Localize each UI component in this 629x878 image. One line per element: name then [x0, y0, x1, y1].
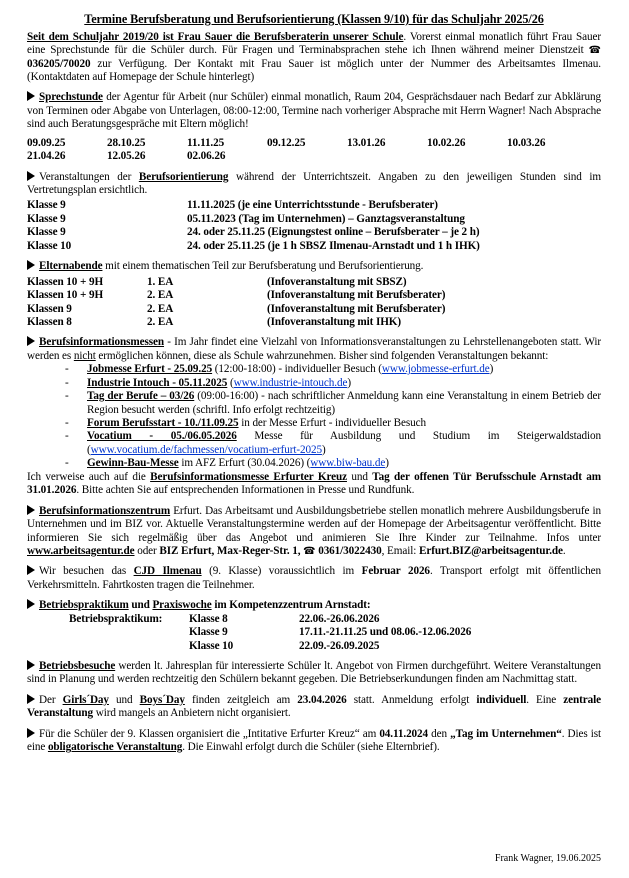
- sprechstunde-heading: Sprechstunde: [39, 91, 103, 104]
- gd-text-2: statt. Anmeldung erfolgt: [346, 693, 477, 706]
- date-item: 12.05.26: [107, 150, 146, 163]
- row-info: 24. oder 25.11.25 (Eignungstest online – Berufsberater – je 2 h): [187, 226, 480, 239]
- table-row: [27, 303, 601, 316]
- date-item: 21.04.26: [27, 150, 66, 163]
- row-klasse: Klasse 9: [27, 199, 66, 212]
- table-row: [27, 276, 601, 289]
- row-ea: 2. EA: [147, 289, 174, 302]
- item-link[interactable]: www.industrie-intouch.de: [233, 376, 348, 389]
- praktikum-und: und: [128, 599, 153, 612]
- elternabende-section: [27, 260, 601, 329]
- item-end: ): [489, 363, 494, 376]
- table-row: [27, 289, 601, 302]
- girlsday-section: [27, 694, 601, 721]
- elternabende-heading: Elternabende: [39, 260, 103, 273]
- tag-im-unternehmen-section: [27, 728, 601, 755]
- cjd-text-3: . Transport erfolgt mit öffentlichen Verkehrsmitteln. Fahrtkosten tragen die Teilnehmer.: [27, 565, 601, 591]
- list-item: [65, 377, 601, 390]
- messen-tail: [27, 471, 601, 498]
- tail-messe: Berufsinformationsmesse Erfurter Kreuz: [150, 470, 347, 483]
- cjd-text-2: (9. Klasse) voraussichtlich im: [201, 565, 362, 578]
- messen-section: [27, 336, 601, 497]
- page-title: Termine Berufsberatung und Berufsorientierung (Klassen 9/10) für das Schuljahr 2025/26: [84, 12, 544, 26]
- orientierung-table: [27, 199, 601, 253]
- messen-list: [27, 363, 601, 471]
- gd-und: und: [108, 693, 140, 706]
- biz-paragraph: [27, 505, 601, 559]
- gd-zentrale: zentrale Veranstaltung: [27, 693, 601, 720]
- row-info: (Infoveranstaltung mit Berufsberater): [267, 302, 446, 315]
- item-name: Forum Berufsstart - 10./11.09.25: [87, 417, 239, 430]
- item-rest: (12:00-18:00) - individueller Besuch (: [212, 363, 382, 376]
- tiu-paragraph: [27, 728, 601, 755]
- item-rest: Messe für Ausbildung und Studium im Steigerwaldstadion (: [87, 430, 601, 456]
- tiu-name: „Tag im Unternehmen“: [450, 727, 562, 740]
- praktikum-place: im Kompetenzzentrum Arnstadt:: [211, 599, 371, 612]
- item-name: Gewinn-Bau-Messe: [87, 457, 179, 470]
- messen-nicht: nicht: [73, 349, 96, 362]
- praxiswoche-head: Praxiswoche: [152, 599, 212, 612]
- messen-heading: Berufsinformationsmessen: [39, 336, 165, 349]
- biz-site-link[interactable]: www.arbeitsagentur.de: [27, 544, 135, 557]
- phone-number: 036205/70020: [27, 57, 91, 70]
- item-rest: (: [227, 376, 234, 389]
- gd-individuell: individuell: [476, 693, 527, 706]
- messen-paragraph: [27, 336, 601, 363]
- table-row: [27, 240, 601, 253]
- praktikum-heading: [27, 599, 601, 612]
- table-row: [27, 316, 601, 329]
- date-item: 09.09.25: [27, 136, 66, 149]
- date-item: 28.10.25: [107, 136, 146, 149]
- row-klasse: Klasse 9: [189, 626, 228, 639]
- orientierung-text: während der Unterrichtszeit. Angaben zu den jeweiligen Stunden sind im Vertretungsplan ersichtlich.: [27, 170, 601, 197]
- gd-pre: Der: [39, 693, 63, 706]
- item-link[interactable]: www.biw-bau.de: [310, 457, 386, 470]
- biz-email[interactable]: Erfurt.BIZ@arbeitsagentur.de: [418, 544, 563, 557]
- row-info: 11.11.2025 (je eine Unterrichtsstunde - Berufsberater): [187, 199, 438, 212]
- item-end: ): [385, 457, 389, 470]
- list-item: [65, 390, 601, 417]
- row-klasse: Klassen 8: [27, 315, 72, 328]
- row-info: 24. oder 25.11.25 (je 1 h SBSZ Ilmenau-Arnstadt und 1 h IHK): [187, 239, 480, 252]
- gd-text-3: . Eine: [526, 693, 564, 706]
- messen-text: - Im Jahr findet eine Vielzahl von Informationsveranstaltungen zu Lehrstellenangeboten statt. Wir werden es: [27, 336, 601, 362]
- besuche-text: werden lt. Jahresplan für interessierte Schüler lt. Angebot von Firmen durchgeführt. Weitere Veranstaltungen sind in Planung und werden rechtzeitig den Schülern bekannt gegeben. Die Betriebserkundungen finden am Nachmittag statt.: [27, 660, 601, 686]
- item-end: ): [321, 443, 326, 456]
- tail-text: Ich verweise auch auf die: [27, 470, 151, 483]
- date-item: 10.02.26: [427, 136, 466, 149]
- row-dates: 17.11.-21.11.25 und 08.06.-12.06.2026: [299, 626, 472, 639]
- row-ea: 1. EA: [147, 275, 174, 288]
- praktikum-table: [27, 613, 601, 653]
- boys-day: Boys´Day: [139, 693, 185, 706]
- row-info: (Infoveranstaltung mit IHK): [267, 315, 402, 328]
- row-klasse: Klasse 9: [27, 212, 66, 225]
- list-item: [65, 417, 601, 430]
- item-end: ): [347, 376, 351, 389]
- orientierung-heading: Berufsorientierung: [138, 170, 229, 183]
- phone-icon: ☎: [588, 45, 601, 57]
- row-klasse: Klasse 8: [189, 612, 228, 625]
- besuche-section: [27, 660, 601, 687]
- item-name: Tag der Berufe – 03/26: [87, 390, 195, 403]
- bullet-arrow-icon: [27, 565, 35, 575]
- row-klasse: Klasse 9: [27, 226, 66, 239]
- cjd-heading: CJD Ilmenau: [133, 565, 202, 578]
- row-ea: 2. EA: [147, 315, 174, 328]
- item-name: Jobmesse Erfurt - 25.09.25: [87, 363, 213, 376]
- orientierung-pre: Veranstaltungen der: [39, 170, 139, 183]
- row-dates: 22.09.-26.09.2025: [299, 639, 380, 652]
- biz-heading: Berufsinformationszentrum: [39, 504, 171, 517]
- table-row: [27, 213, 601, 226]
- bullet-arrow-icon: [27, 91, 35, 101]
- list-item: [65, 363, 601, 376]
- bullet-arrow-icon: [27, 660, 35, 670]
- tiu-date: 04.11.2024: [379, 727, 429, 740]
- bullet-arrow-icon: [27, 171, 35, 181]
- intro-lead: Seit dem Schuljahr 2019/20 ist Frau Sauer die Berufsberaterin unserer Schule: [27, 30, 404, 43]
- table-row: [27, 226, 601, 239]
- sprechstunde-text: der Agentur für Arbeit (nur Schüler) einmal monatlich, Raum 204, Gesprächsdauer nach Bedarf zur Abklärung von Terminen oder Abgabe von Unterlagen, 08:00-12:00, Termine nach vorheriger Absprache mit Herrn Wagner! Nach Absprache sind auch Beratungsgespräche mit Eltern möglich!: [27, 91, 601, 131]
- gd-text: finden zeitgleich am: [184, 693, 298, 706]
- bullet-arrow-icon: [27, 505, 35, 515]
- tiu-text: Für die Schüler der 9. Klassen organisiert die „Intitative Erfurter Kreuz“ am: [39, 727, 380, 740]
- cjd-month: Februar 2026: [361, 565, 430, 578]
- bullet-arrow-icon: [27, 728, 35, 738]
- intro-paragraph: [27, 31, 601, 85]
- cjd-paragraph: [27, 565, 601, 592]
- girlsday-paragraph: [27, 694, 601, 721]
- row-info: (Infoveranstaltung mit Berufsberater): [267, 289, 446, 302]
- item-name: Industrie Intouch - 05.11.2025: [87, 376, 228, 389]
- sprechstunde-dates: [27, 137, 601, 164]
- bullet-arrow-icon: [27, 260, 35, 270]
- row-klasse: Klassen 9: [27, 302, 72, 315]
- elternabende-table: [27, 276, 601, 330]
- date-item: 11.11.25: [187, 136, 225, 149]
- document-page: [27, 12, 601, 755]
- row-info: (Infoveranstaltung mit SBSZ): [267, 275, 407, 288]
- item-rest: im AFZ Erfurt (30.04.2026) (: [178, 457, 311, 470]
- list-item: [65, 457, 601, 470]
- row-ea: 2. EA: [147, 302, 174, 315]
- biz-text: Erfurt. Das Arbeitsamt und Ausbildungsbetriebe stellen monatlich mehrere Ausbildungsberufe in Unternehmen und im BIZ vor. Aktuelle Veranstaltungstermine werden auf der Homepage der Arbeitsagentur veröffentlicht. Bitte informieren Sie sich regelmäßig über das Angebot und animieren Sie Ihre Kinder zur Teilnahme. Infos unter: [27, 504, 601, 544]
- item-rest: in der Messe Erfurt - individueller Besuch: [238, 417, 426, 430]
- table-row: [27, 199, 601, 212]
- biz-section: [27, 505, 601, 559]
- date-item: 09.12.25: [267, 136, 306, 149]
- biz-end: .: [562, 544, 566, 557]
- intro-text-2: zur Verfügung. Der Kontakt mit Frau Sauer ist möglich unter der Nummer des Arbeitsamtes Ilmenau. (Kontaktdaten auf Homepage der Schule hinterlegt): [27, 57, 601, 83]
- sprechstunde-paragraph: [27, 91, 601, 131]
- girls-day: Girls´Day: [62, 693, 109, 706]
- elternabende-text: mit einem thematischen Teil zur Berufsberatung und Berufsorientierung.: [102, 260, 424, 273]
- item-link[interactable]: www.jobmesse-erfurt.de: [381, 363, 490, 376]
- gd-date: 23.04.2026: [297, 693, 347, 706]
- cjd-section: [27, 565, 601, 592]
- signature: Frank Wagner, 19.06.2025: [494, 853, 601, 864]
- row-klasse: Klasse 10: [189, 639, 234, 652]
- row-dates: 22.06.-26.06.2026: [299, 612, 380, 625]
- besuche-heading: Betriebsbesuche: [39, 660, 116, 673]
- messen-text-2: ermöglichen können, diese als Schule wahrzunehmen. Bisher sind folgenden Veranstaltungen bekannt:: [95, 349, 549, 362]
- date-item: 13.01.26: [347, 136, 386, 149]
- besuche-paragraph: [27, 660, 601, 687]
- biz-phone: 0361/3022430: [315, 544, 382, 557]
- date-item: 02.06.26: [187, 150, 226, 163]
- tiu-text-3: . Dies ist eine: [27, 727, 601, 754]
- list-item: [65, 430, 601, 457]
- item-name: Vocatium - 05./06.05.2026: [87, 430, 237, 443]
- tiu-text-4: . Die Einwahl erfolgt durch die Schüler (siehe Elternbrief).: [182, 741, 440, 754]
- sprechstunde-section: [27, 91, 601, 163]
- bullet-arrow-icon: [27, 694, 35, 704]
- row-klasse: Klassen 10 + 9H: [27, 289, 104, 302]
- tail-tag: Tag der offenen Tür Berufsschule Arnstadt am 31.01.2026: [27, 470, 601, 497]
- phone-icon: ☎: [303, 545, 316, 557]
- date-item: 10.03.26: [507, 136, 546, 149]
- praktikum-label: Betriebspraktikum:: [69, 612, 163, 625]
- row-klasse: Klasse 10: [27, 239, 72, 252]
- praktikum-section: [27, 599, 601, 653]
- intro-text: . Vorerst einmal monatlich führt Frau Sauer eine Sprechstunde für die Schüler durch. Für Fragen und Terminabsprachen stehe ich Ihnen während meiner Dienstzeit: [27, 30, 601, 57]
- praktikum-head: Betriebspraktikum: [39, 599, 129, 612]
- bullet-arrow-icon: [27, 336, 35, 346]
- item-rest: (09:00-16:00) - nach schriftlicher Anmeldung kann eine Veranstaltung in einem Betrieb der Region besucht werden (schriftl. Info erfolgt rechtzeitig): [87, 390, 601, 416]
- bullet-arrow-icon: [27, 599, 35, 609]
- row-info: 05.11.2023 (Tag im Unternehmen) – Ganztagsveranstaltung: [187, 212, 465, 225]
- biz-text-2: oder: [134, 544, 160, 557]
- elternabende-paragraph: [27, 260, 601, 273]
- tail-end: . Bitte achten Sie auf entsprechenden Informationen in Presse und Rundfunk.: [76, 484, 415, 497]
- orientierung-section: [27, 171, 601, 254]
- cjd-text: Wir besuchen das: [39, 565, 134, 578]
- orientierung-paragraph: [27, 171, 601, 198]
- tiu-obligatorisch: obligatorische Veranstaltung: [47, 741, 183, 754]
- tail-und: und: [346, 470, 373, 483]
- tiu-text-2: den: [428, 727, 451, 740]
- row-klasse: Klassen 10 + 9H: [27, 275, 104, 288]
- biz-address: BIZ Erfurt, Max-Reger-Str. 1,: [159, 544, 301, 557]
- item-link[interactable]: www.vocatium.de/fachmessen/vocatium-erfurt-2025: [90, 443, 322, 456]
- biz-text-3: , Email:: [381, 544, 419, 557]
- gd-text-4: wird mangels an Anbietern nicht organisiert.: [93, 707, 291, 720]
